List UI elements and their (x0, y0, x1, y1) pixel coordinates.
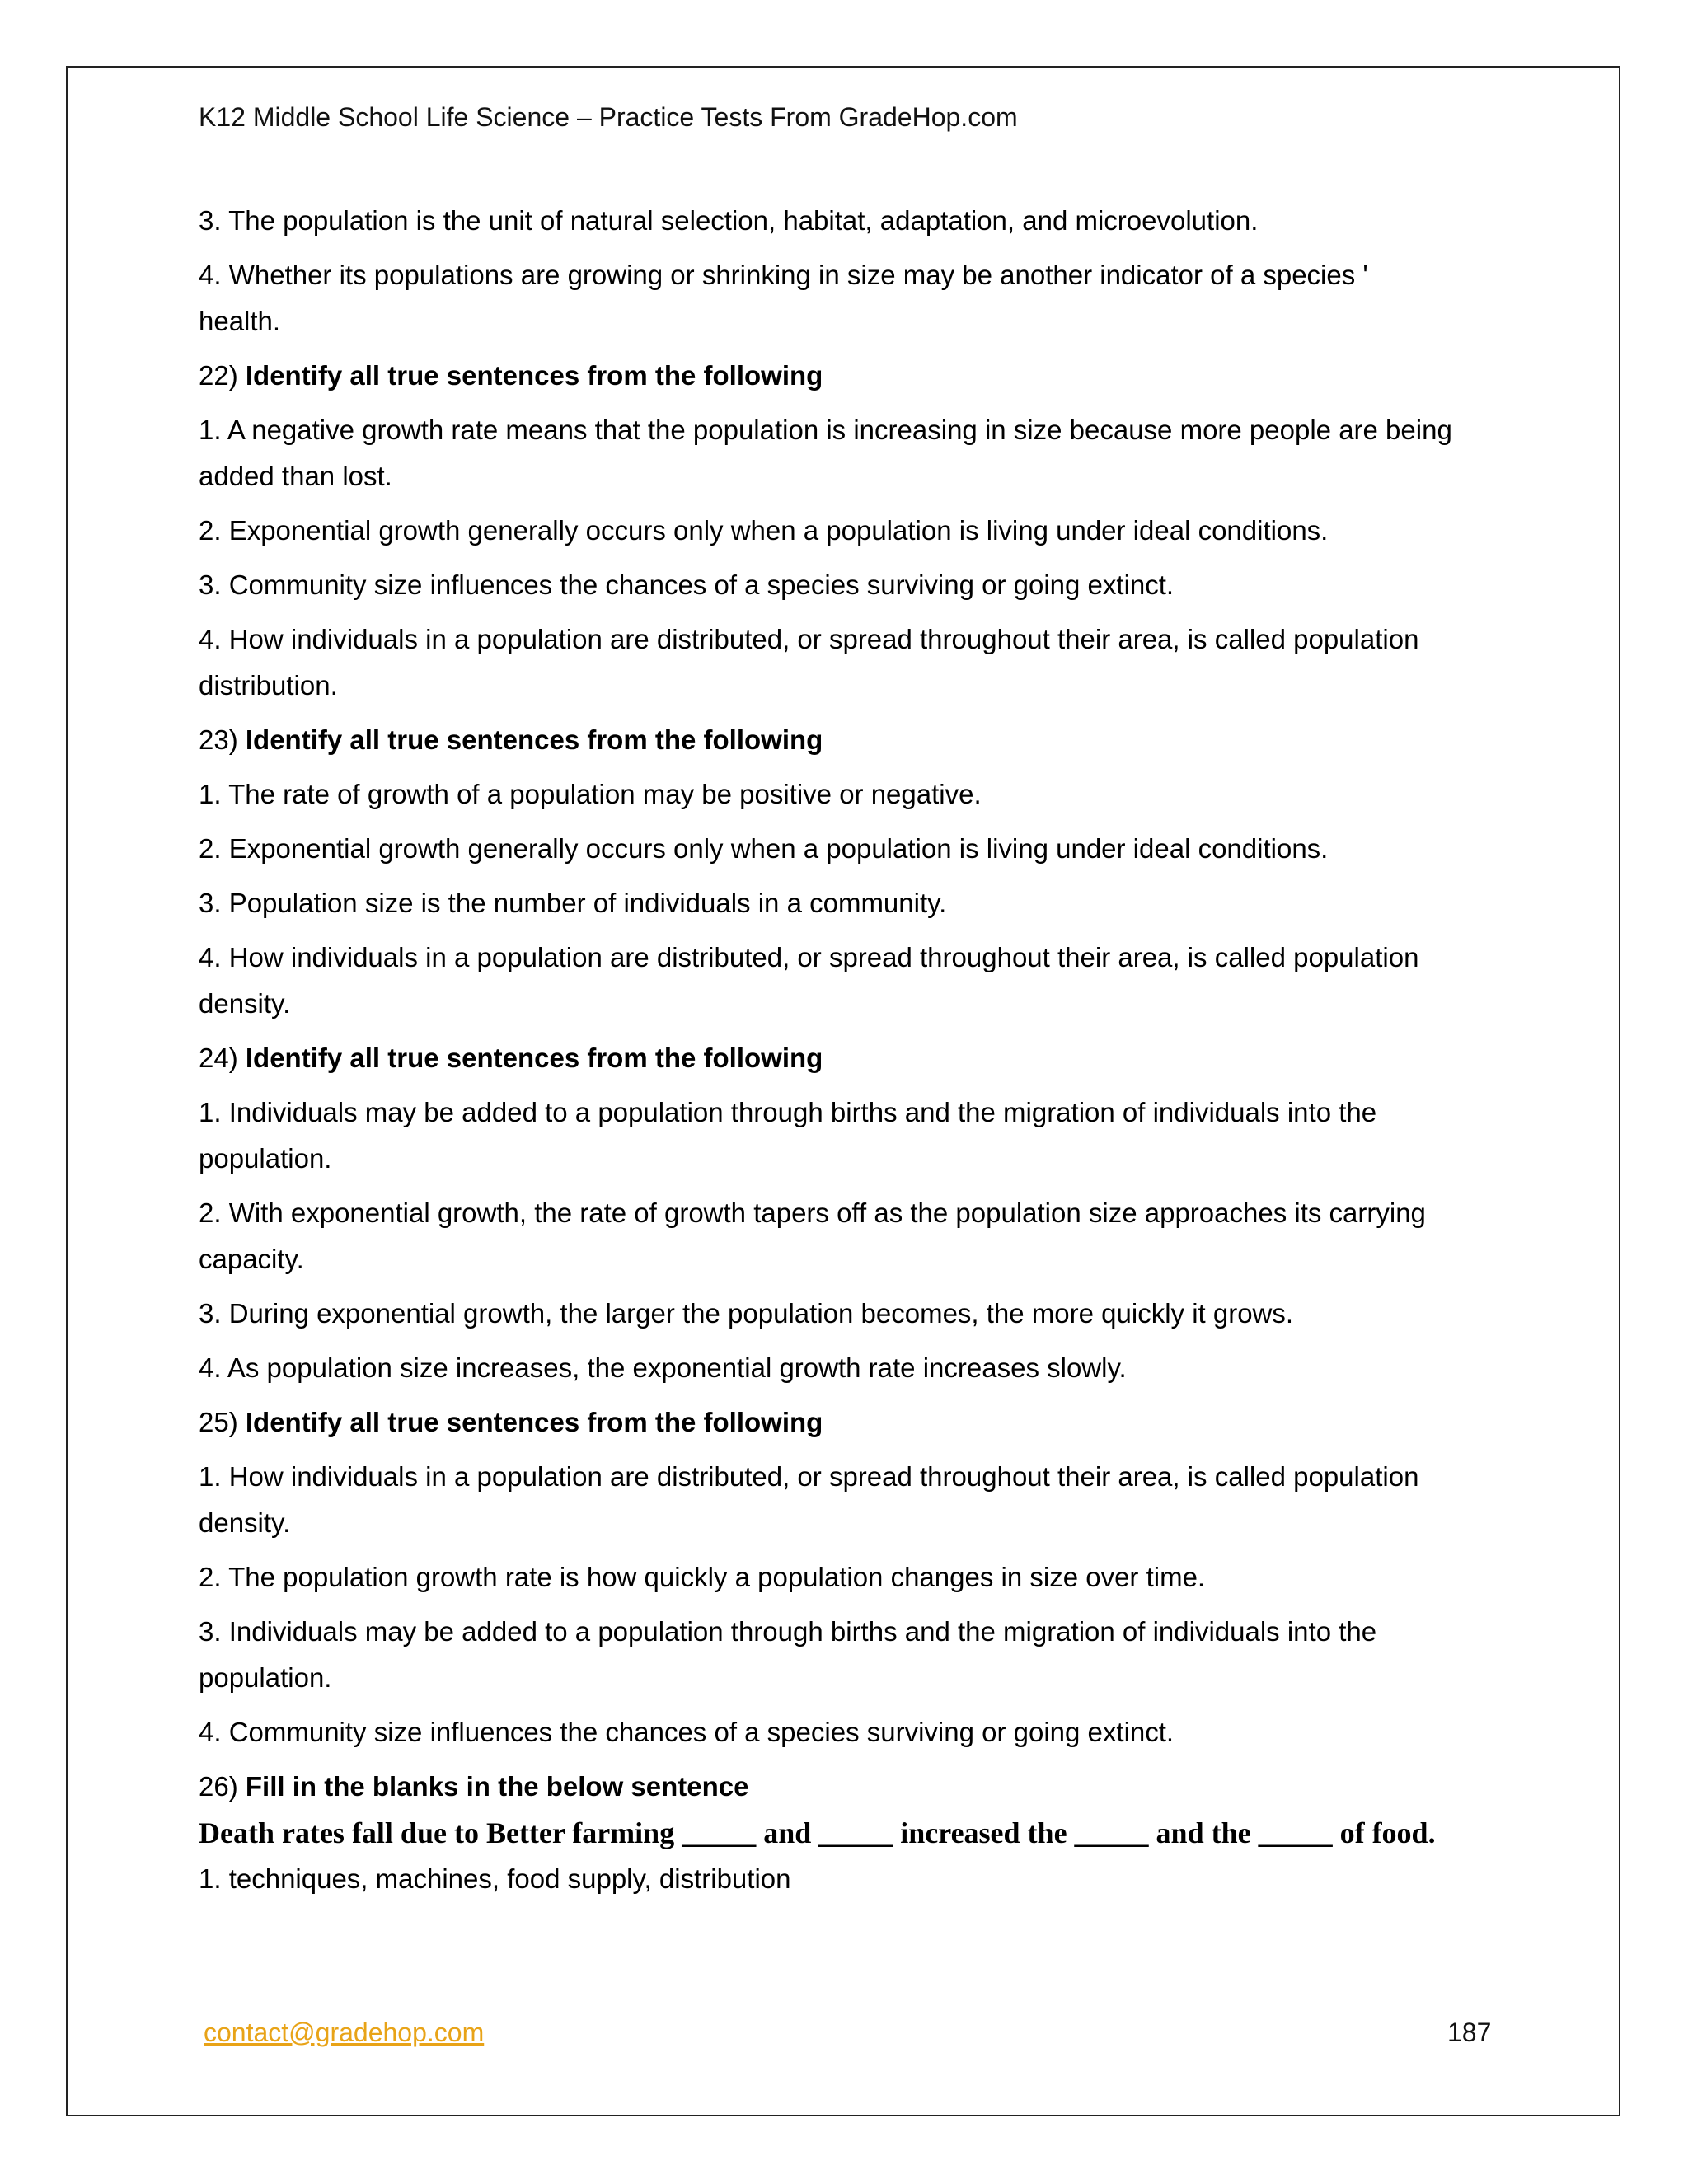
answer-option: 4. Community size influences the chances of a species surviving or going extinct. (199, 1717, 1175, 1747)
answer-option: 4. How individuals in a population are distributed, or spread throughout their area, is called population (199, 942, 1419, 972)
answer-option: 2. Exponential growth generally occurs only when a population is living under ideal conditions. (199, 833, 1329, 864)
answer-option: 1. A negative growth rate means that the population is increasing in size because more people are being (199, 415, 1452, 445)
question-heading (199, 1764, 1501, 1810)
answer-option: 1. How individuals in a population are distributed, or spread throughout their area, is called population (199, 1461, 1419, 1492)
answer-option: 3. Community size influences the chances of a species surviving or going extinct. (199, 569, 1175, 600)
answer-option: 2. The population growth rate is how quickly a population changes in size over time. (199, 1562, 1206, 1592)
answer-option: 3. The population is the unit of natural selection, habitat, adaptation, and microevolution. (199, 205, 1259, 236)
question-number: 26) (199, 1771, 238, 1802)
answer-option-continued: density. (199, 1507, 291, 1538)
answer-option-continued: added than lost. (199, 461, 392, 491)
fill-in-sentence: Death rates fall due to Better farming _____ and _____ increased the _____ and the _____ of food. (199, 1816, 1436, 1849)
page-content (199, 198, 1501, 1902)
answer-option: 3. Population size is the number of individuals in a community. (199, 888, 947, 918)
answer-option: 1. The rate of growth of a population may be positive or negative. (199, 779, 982, 809)
answer-option: 2. With exponential growth, the rate of growth tapers off as the population size approaches its carrying (199, 1197, 1426, 1228)
question-heading (199, 1399, 1501, 1446)
answer-option-continued: population. (199, 1662, 332, 1693)
answer-option: 3. Individuals may be added to a population through births and the migration of individuals into the (199, 1616, 1377, 1647)
question-title: Identify all true sentences from the following (245, 724, 823, 755)
answer-option: 4. Whether its populations are growing or shrinking in size may be another indicator of a species ' (199, 260, 1368, 290)
question-number: 23) (199, 724, 238, 755)
answer-option: 1. Individuals may be added to a population through births and the migration of individuals into the (199, 1097, 1377, 1127)
answer-option: 4. How individuals in a population are distributed, or spread throughout their area, is called population (199, 624, 1419, 654)
page-header: K12 Middle School Life Science – Practice Tests From GradeHop.com (199, 102, 1018, 132)
question-heading (199, 717, 1501, 763)
answer-option: 4. As population size increases, the exponential growth rate increases slowly. (199, 1352, 1127, 1383)
answer-option-continued: density. (199, 988, 291, 1019)
answer-option: 1. techniques, machines, food supply, distribution (199, 1863, 791, 1894)
answer-option-continued: health. (199, 306, 281, 336)
question-number: 24) (199, 1043, 238, 1073)
answer-option: 3. During exponential growth, the larger the population becomes, the more quickly it grows. (199, 1298, 1294, 1329)
contact-email-link[interactable]: contact@gradehop.com (204, 2018, 485, 2047)
question-heading (199, 353, 1501, 399)
answer-option-continued: population. (199, 1143, 332, 1174)
answer-option-continued: distribution. (199, 670, 338, 701)
answer-option-continued: capacity. (199, 1244, 304, 1274)
question-title: Identify all true sentences from the following (245, 360, 823, 391)
question-title: Identify all true sentences from the following (245, 1043, 823, 1073)
question-heading (199, 1035, 1501, 1081)
question-title: Fill in the blanks in the below sentence (245, 1771, 749, 1802)
answer-option: 2. Exponential growth generally occurs only when a population is living under ideal conditions. (199, 515, 1329, 546)
question-title: Identify all true sentences from the following (245, 1407, 823, 1437)
question-number: 25) (199, 1407, 238, 1437)
question-number: 22) (199, 360, 238, 391)
page-number: 187 (1447, 2018, 1492, 2047)
